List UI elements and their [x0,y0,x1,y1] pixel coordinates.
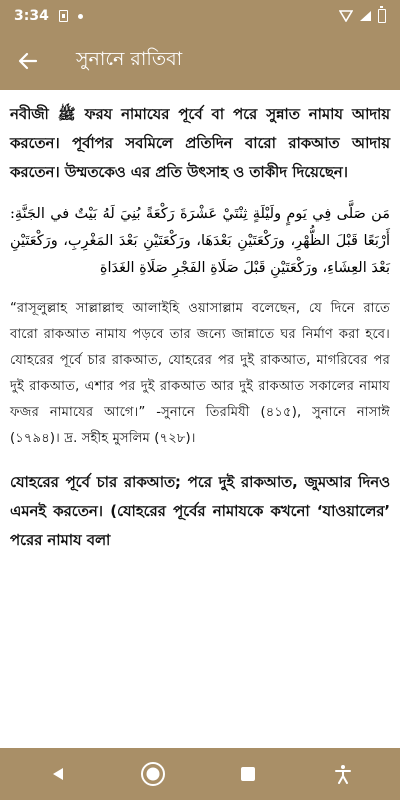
page-title: সুনানে রাতিবা [76,48,183,70]
arabic-hadith: مَن صَلَّى فِي يَومٍ ولَيْلَةٍ ثِنْتَيْ عَشْرَةَ رَكْعَةً بُنِيَ لَهُ بَيْتٌ في الجَنَّةِ: أَرْبَعًا قَبْلَ الظُّهْرِ، ورَكْعَتَيْنِ بَعْدَهَا، ورَكْعَتَيْنِ بَعْدَ المَغْرِبِ، ورَكْعَتَيْنِ بَعْدَ العِشَاءِ، ورَكْعَتَيْنِ قَبْلَ صَلَاةِ الفَجْرِ صَلَاةِ الغَدَاةِ [10,206,390,276]
intro-paragraph: নবীজী ﷺ ফরয নামাযের পূর্বে বা পরে সুন্নাত নামায আদায় করতেন। পূর্বাপর সবমিলে প্রতিদিন বারো রাকআত আদায় করতেন। উম্মতকেও এর প্রতি উৎসাহ ও তাকীদ দিয়েছেন। [10,106,390,181]
accessibility-button[interactable] [319,750,367,798]
square-recents-icon [240,766,256,782]
accessibility-icon [333,764,353,784]
arrow-left-icon [18,51,38,71]
nav-home-button[interactable] [129,750,177,798]
navigation-bar [0,748,400,800]
wifi-icon [339,10,353,22]
second-paragraph: যোহরের পূর্বে চার রাকআত; পরে দুই রাকআত, জুমআর দিনও এমনই করতেন। (যোহরের পূর্বের নামাযকে কখনো ‘যাওয়ালের’ পরের নামায বলা [10,474,390,549]
hadith-translation: “রাসূলুল্লাহ সাল্লাল্লাহু আলাইহি ওয়াসাল্লাম বলেছেন, যে দিনে রাতে বারো রাকআত নামায পড়বে তার জন্যে জান্নাতে ঘর নির্মাণ করা হবে। যোহরের পূর্বে চার রাকআত, যোহরের পর দুই রাকআত, মাগরিবের পর দুই রাকআত, এশার পর দুই রাকআত আর দুই রাকআত সকালের নামায ফজর নামাযের আগে।” -সুনানে তিরমিযী (৪১৫), সুনানে নাসাঈ (১৭৯৪)। দ্র. সহীহ মুসলিম (৭২৮)। [10,301,390,446]
battery-icon [378,9,386,23]
status-time: 3:34 [14,8,49,24]
app-bar [0,32,400,90]
content-scroll[interactable] [0,90,400,748]
nav-recents-button[interactable] [224,750,272,798]
circle-home-icon [140,761,166,787]
status-bar [0,0,400,32]
triangle-back-icon [50,766,66,782]
cell-signal-icon [359,10,372,22]
notification-dot-icon [78,14,83,19]
back-button[interactable] [0,32,56,90]
sim-card-icon [59,10,68,22]
nav-back-button[interactable] [34,750,82,798]
